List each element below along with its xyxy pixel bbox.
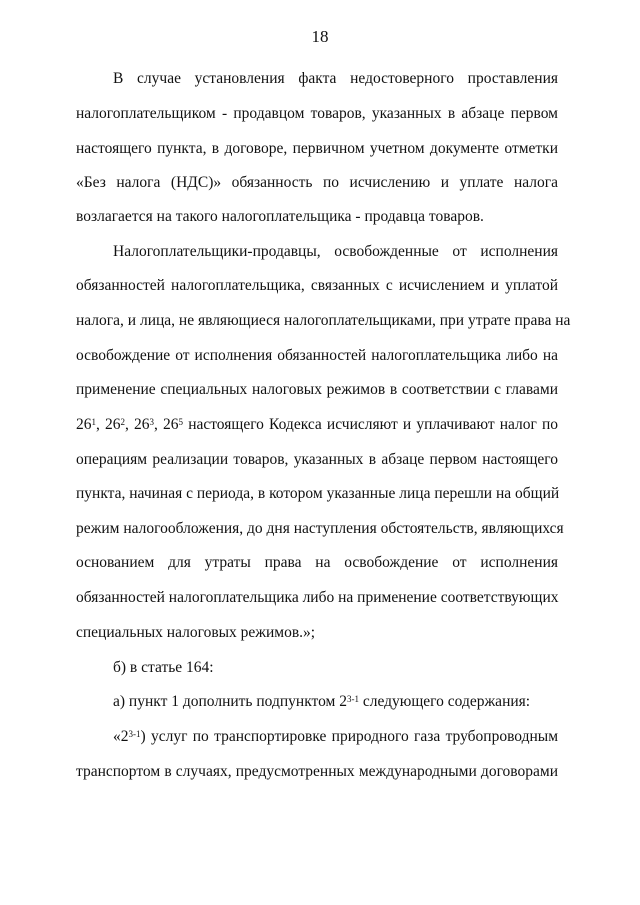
item-b: б) в статье 164: xyxy=(113,659,214,676)
paragraph-line: операциям реализации товаров, указанных в абзаце первом настоящего xyxy=(76,451,558,468)
quote-line: транспортом в случаях, предусмотренных международными договорами xyxy=(76,763,558,780)
page-number: 18 xyxy=(311,27,329,46)
paragraph-line: обязанностей налогоплательщика, связанных с исчислением и уплатой xyxy=(76,277,558,294)
chapter-line-rest: настоящего Кодекса исчисляют и уплачивают налог по xyxy=(188,416,559,433)
chapter-list-line xyxy=(76,415,558,435)
paragraph-line: обязанностей налогоплательщика либо на применение соответствующих xyxy=(76,589,559,606)
paragraph-line: освобождение от исполнения обязанностей налогоплательщика либо на xyxy=(76,347,558,364)
paragraph-line: специальных налоговых режимов.»; xyxy=(76,624,316,641)
paragraph-line: В случае установления факта недостоверного проставления xyxy=(113,70,558,87)
chapter-ref: $26^2$, xyxy=(105,416,129,433)
paragraph-line: настоящего пункта, в договоре, первичном учетном документе отметки xyxy=(76,140,558,157)
paragraph-line: налога, и лица, не являющиеся налогоплательщиками, при утрате права на xyxy=(76,312,571,329)
paragraph-line: «Без налога (НДС)» обязанность по исчислению и уплате налога xyxy=(76,174,558,191)
item-a: а) пункт 1 дополнить подпунктом 2$^{3-1}$ следующего содержания: xyxy=(113,693,531,710)
quote-line: «2$^{3-1}$) услуг по транспортировке природного газа трубопроводным xyxy=(113,728,558,745)
paragraph-line: пункта, начиная с периода, в котором указанные лица перешли на общий xyxy=(76,485,560,502)
chapter-ref: $26^5$ xyxy=(163,416,184,433)
paragraph-line: Налогоплательщики-продавцы, освобожденные от исполнения xyxy=(113,243,558,260)
paragraph-line: возлагается на такого налогоплательщика - продавца товаров. xyxy=(76,208,484,225)
paragraph-line: основанием для утраты права на освобождение от исполнения xyxy=(76,554,558,571)
chapter-ref: $26^3$, xyxy=(134,416,158,433)
paragraph-line: режим налогообложения, до дня наступления обстоятельств, являющихся xyxy=(76,520,564,537)
paragraph-line: налогоплательщиком - продавцом товаров, указанных в абзаце первом xyxy=(76,105,558,122)
chapter-ref: $26^1$, xyxy=(76,416,100,433)
paragraph-line: применение специальных налоговых режимов в соответствии с главами xyxy=(76,381,558,398)
